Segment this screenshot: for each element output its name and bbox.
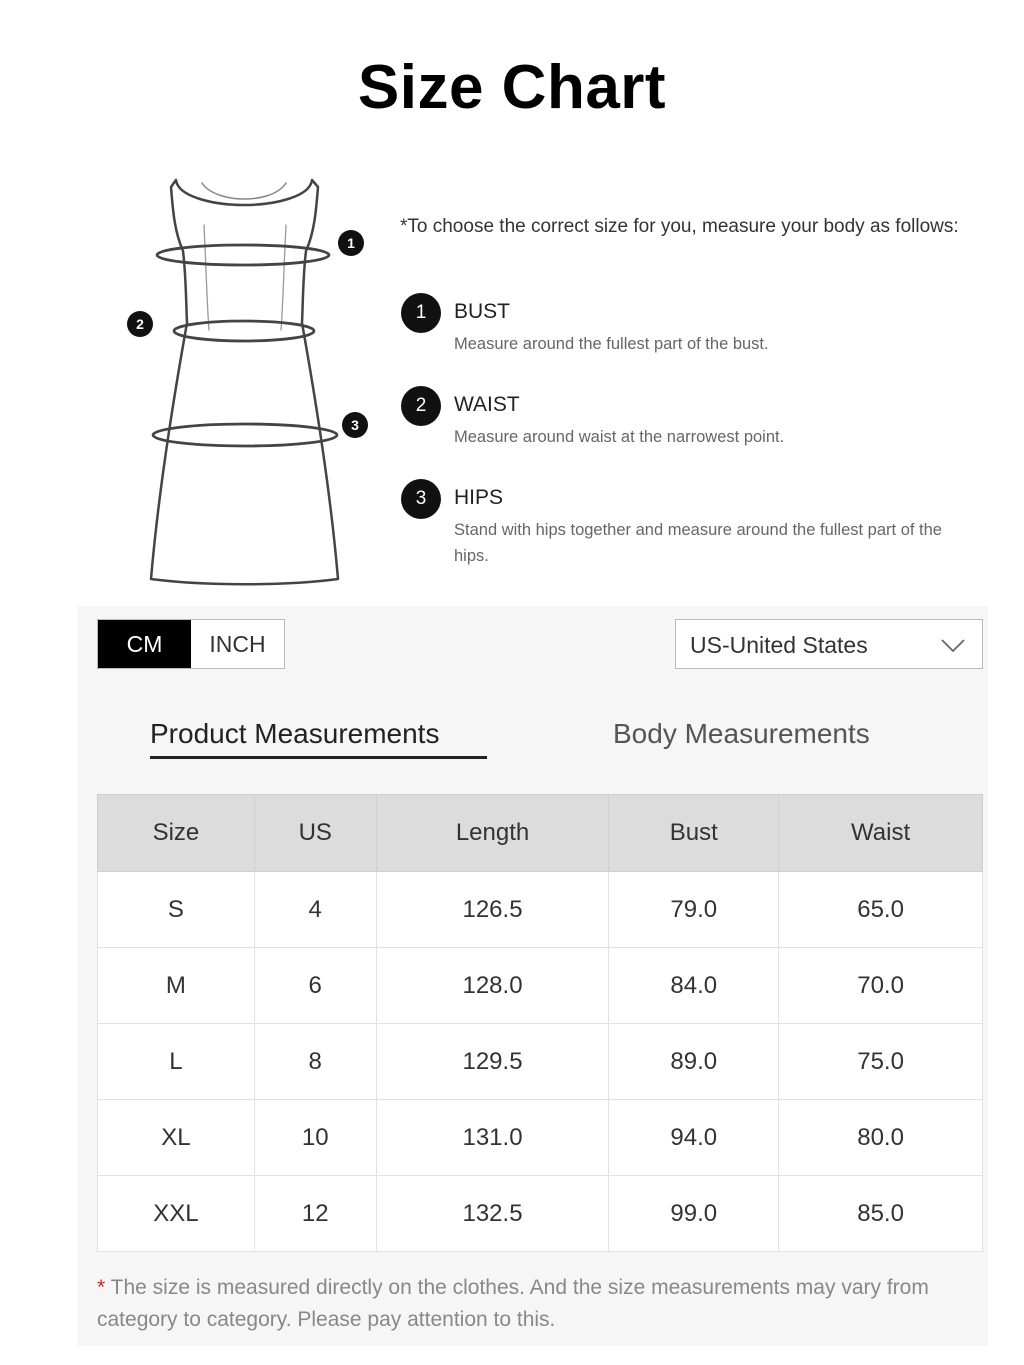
header-waist: Waist (779, 795, 983, 872)
cell-bust: 94.0 (609, 1100, 779, 1176)
step-label: HIPS (454, 486, 504, 509)
cell-size: S (98, 872, 255, 948)
cell-size: XL (98, 1100, 255, 1176)
step-label: WAIST (454, 393, 520, 416)
step-description: Stand with hips together and measure around the fullest part of the hips. (454, 521, 942, 565)
table-row (98, 1024, 983, 1100)
header-bust: Bust (609, 795, 779, 872)
cell-size: M (98, 948, 255, 1024)
cell-size: L (98, 1024, 255, 1100)
cell-us: 12 (254, 1176, 376, 1252)
diagram-marker-1: 1 (347, 235, 355, 251)
size-note (97, 1272, 977, 1336)
cell-bust: 79.0 (609, 872, 779, 948)
tab-product-measurements[interactable]: Product Measurements (150, 718, 440, 749)
active-tab-underline (150, 756, 487, 759)
table-row (98, 948, 983, 1024)
dress-outline (151, 180, 338, 584)
step-number-badge: 1 (401, 293, 441, 333)
unit-toggle (97, 619, 285, 669)
cell-us: 8 (254, 1024, 376, 1100)
header-length: Length (376, 795, 609, 872)
cell-bust: 84.0 (609, 948, 779, 1024)
cell-size: XXL (98, 1176, 255, 1252)
cell-us: 6 (254, 948, 376, 1024)
cell-waist: 70.0 (779, 948, 983, 1024)
region-select[interactable] (675, 619, 983, 669)
cell-waist: 65.0 (779, 872, 983, 948)
unit-inch-button[interactable]: INCH (191, 620, 284, 668)
tab-body-measurements[interactable]: Body Measurements (613, 718, 870, 749)
diagram-marker-2: 2 (136, 316, 144, 332)
intro-text: *To choose the correct size for you, measure your body as follows: (400, 216, 959, 237)
diagram-marker-3: 3 (351, 417, 359, 433)
table-header-row (98, 795, 983, 872)
cell-waist: 75.0 (779, 1024, 983, 1100)
step-description: Measure around waist at the narrowest point. (454, 428, 785, 446)
table-row (98, 1100, 983, 1176)
cell-us: 4 (254, 872, 376, 948)
cell-length: 132.5 (376, 1176, 609, 1252)
cell-bust: 99.0 (609, 1176, 779, 1252)
step-number-badge: 2 (401, 386, 441, 426)
cell-bust: 89.0 (609, 1024, 779, 1100)
cell-length: 128.0 (376, 948, 609, 1024)
chevron-down-icon (940, 632, 966, 658)
header-size: Size (98, 795, 255, 872)
cell-waist: 85.0 (779, 1176, 983, 1252)
region-select-value: US-United States (690, 632, 868, 658)
dress-diagram (110, 165, 380, 595)
cell-us: 10 (254, 1100, 376, 1176)
page-title: Size Chart (357, 53, 667, 122)
note-asterisk: * (97, 1276, 106, 1299)
cell-length: 126.5 (376, 872, 609, 948)
step-label: BUST (454, 300, 511, 323)
step-description: Measure around the fullest part of the bust. (454, 335, 769, 353)
cell-length: 129.5 (376, 1024, 609, 1100)
size-table (97, 794, 983, 1252)
cell-length: 131.0 (376, 1100, 609, 1176)
header-us: US (254, 795, 376, 872)
cell-waist: 80.0 (779, 1100, 983, 1176)
step-number-badge: 3 (401, 479, 441, 519)
table-row (98, 1176, 983, 1252)
table-row (98, 872, 983, 948)
note-text: The size is measured directly on the clothes. And the size measurements may vary from category to category. Please pay attention to this. (97, 1276, 929, 1331)
unit-cm-button[interactable]: CM (98, 620, 191, 668)
